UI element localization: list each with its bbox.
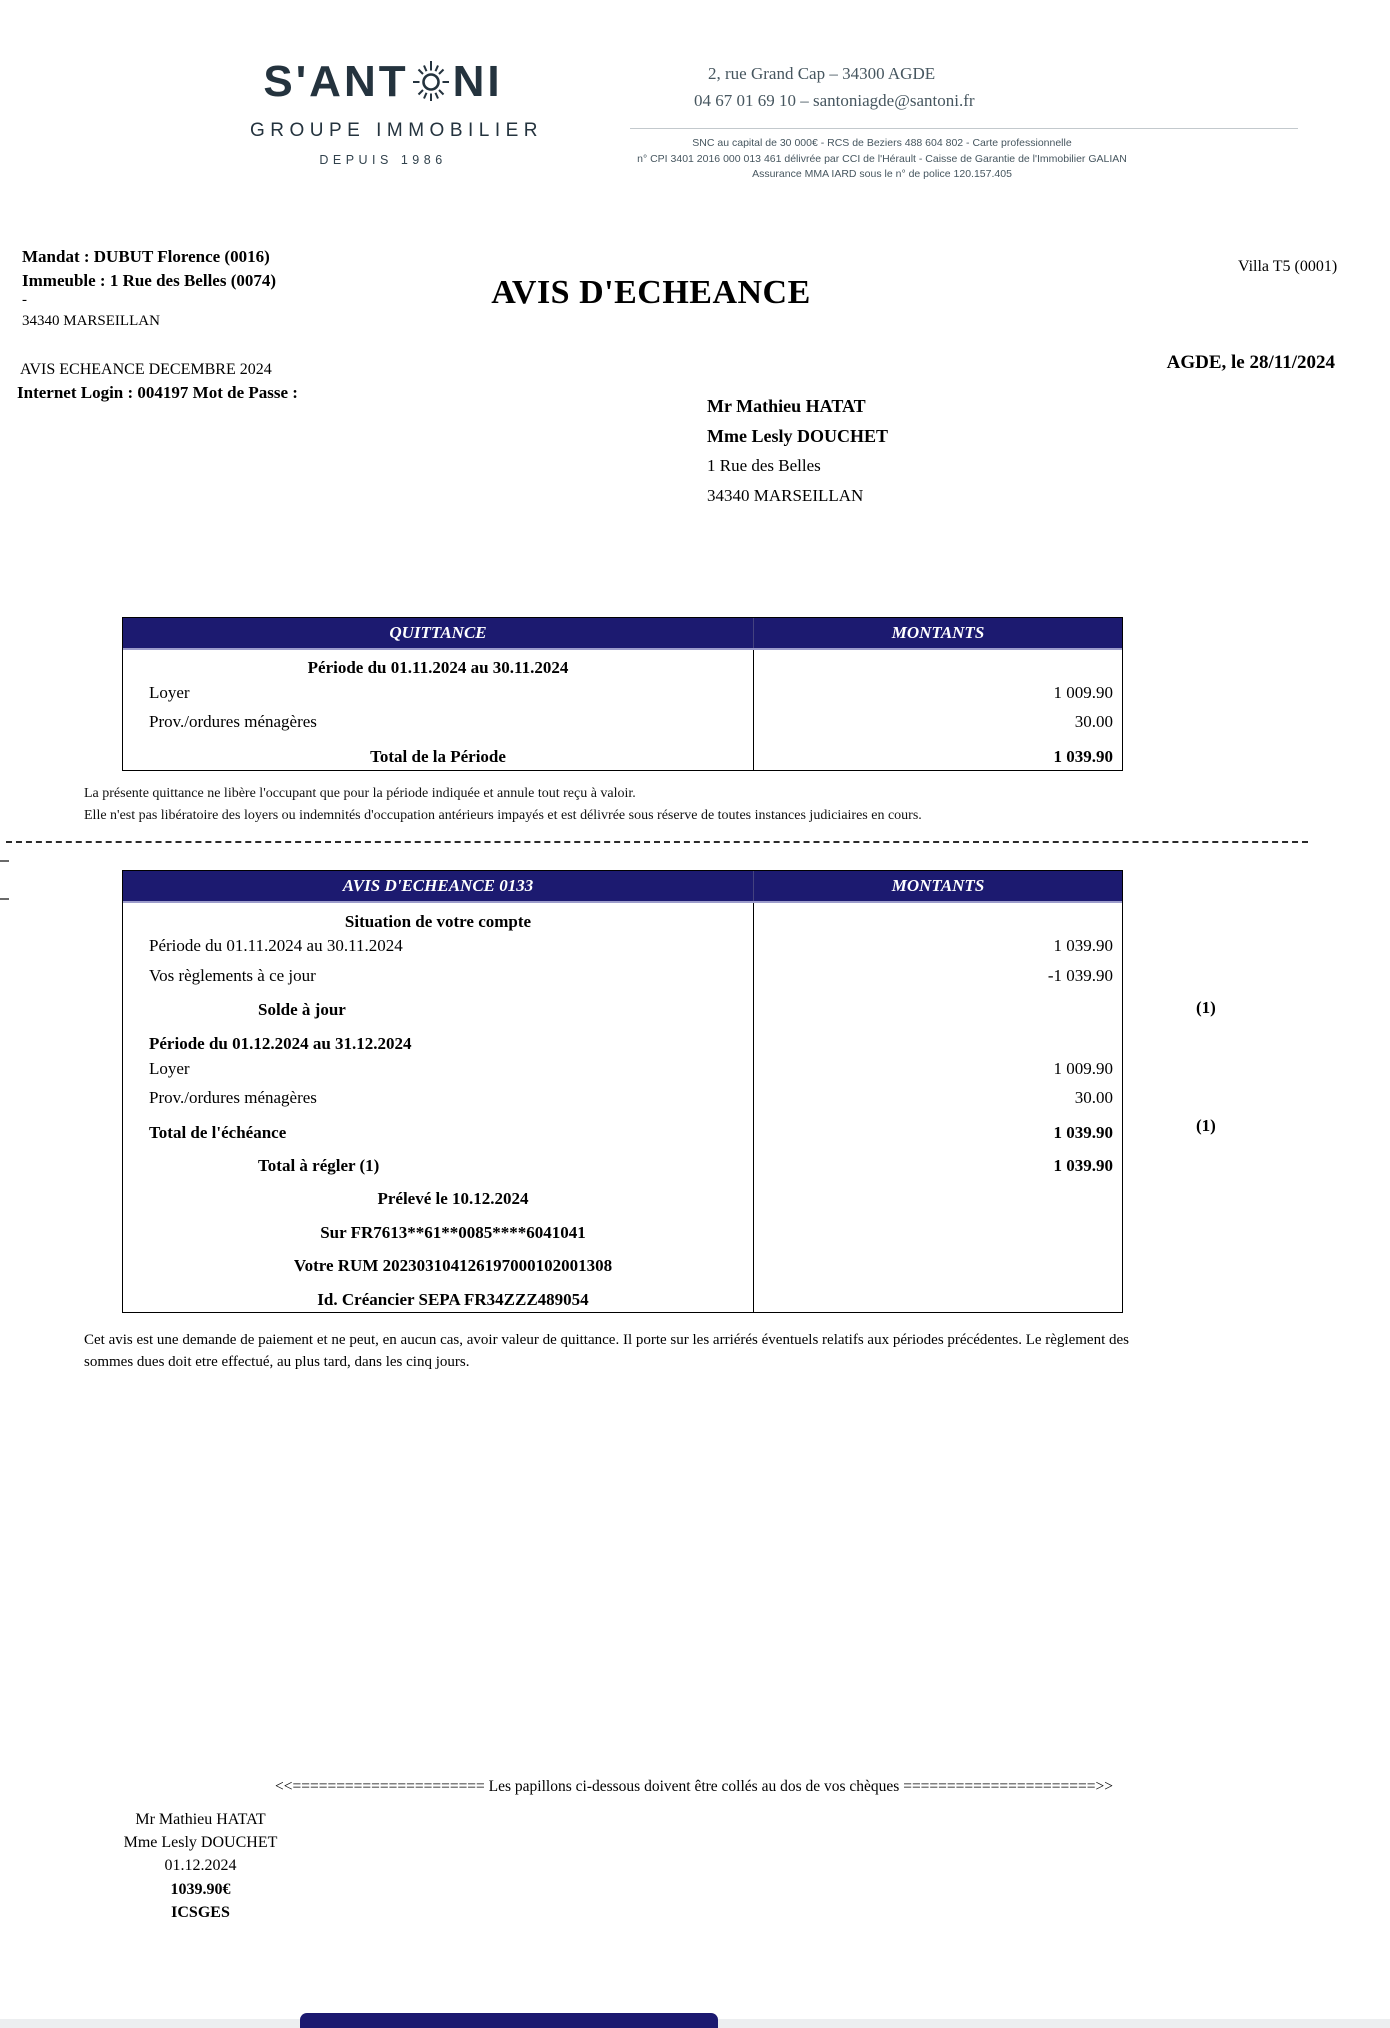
recipient-name-2: Mme Lesly DOUCHET [707, 426, 888, 446]
sepa-creditor-line: Id. Créancier SEPA FR34ZZZ489054 [317, 1290, 589, 1309]
meta-city: 34340 MARSEILLAN [22, 313, 160, 329]
header-divider [630, 128, 1298, 129]
agency-legal-block [558, 136, 1206, 183]
situation-title: Situation de votre compte [344, 912, 532, 931]
agency-since: DEPUIS 1986 [319, 153, 447, 167]
quittance-total-label: Total de la Période [370, 747, 506, 766]
echeance-table-body [123, 903, 1122, 1312]
page-title: AVIS D'ECHEANCE [491, 274, 811, 311]
legal-line-3: Assurance MMA IARD sous le n° de police 120.157.405 [752, 168, 1012, 180]
situation-period-amount: 1 039.90 [1053, 936, 1113, 955]
footnote-mark-1: (1) [1196, 998, 1216, 1017]
echeance-footnote-2: sommes dues doit etre effectué, au plus tard, dans les cinq jours. [84, 1354, 470, 1370]
mandat-line: Mandat : DUBUT Florence (0016) [22, 247, 270, 266]
sun-icon [409, 57, 453, 106]
quittance-table-body [123, 650, 1122, 770]
montants-header-label-2: MONTANTS [891, 876, 985, 895]
reglements-amount: -1 039.90 [1047, 966, 1113, 985]
fold-mark-bottom [0, 898, 9, 900]
villa-reference: Villa T5 (0001) [1238, 258, 1338, 275]
recipient-name-1: Mr Mathieu HATAT [707, 396, 866, 416]
stub-name-1: Mr Mathieu HATAT [135, 1811, 266, 1828]
quittance-header-label: QUITTANCE [123, 618, 754, 648]
agency-tagline: GROUPE IMMOBILIER [250, 120, 544, 141]
rum-line: Votre RUM 202303104126197000102001308 [293, 1256, 613, 1275]
column-divider-2 [753, 903, 754, 1312]
row-loyer-label: Loyer [149, 683, 190, 702]
period2-title: Période du 01.12.2024 au 31.12.2024 [149, 1034, 412, 1053]
stub-date: 01.12.2024 [164, 1857, 237, 1874]
row-loyer-amount: 1 009.90 [1053, 683, 1113, 702]
legal-line-2: n° CPI 3401 2016 000 013 461 délivrée par CCI de l'Hérault - Caisse de Garantie de l'Immobilier GALIAN [637, 152, 1127, 165]
situation-period-label: Période du 01.11.2024 au 30.11.2024 [149, 936, 403, 955]
stub-name-2: Mme Lesly DOUCHET [123, 1834, 278, 1851]
quittance-note-2: Elle n'est pas libératoire des loyers ou indemnités d'occupation antérieurs impayés et est délivrée sous réserve de toutes instances judiciaires en cours. [84, 808, 922, 823]
column-divider [753, 650, 754, 770]
place-and-date: AGDE, le 28/11/2024 [1166, 352, 1335, 373]
iban-line: Sur FR7613**61**0085****6041041 [320, 1223, 586, 1242]
montants-header-label: MONTANTS [891, 623, 985, 642]
recipient-street: 1 Rue des Belles [707, 456, 821, 475]
quittance-total-amount: 1 039.90 [1053, 747, 1113, 766]
quittance-period-title: Période du 01.11.2024 au 30.11.2024 [307, 658, 569, 677]
stub-amount: 1039.90€ [170, 1881, 231, 1898]
row2-provisions-label: Prov./ordures ménagères [149, 1088, 317, 1107]
agency-logo [250, 57, 544, 167]
row-provisions-label: Prov./ordures ménagères [149, 712, 317, 731]
quittance-table-header [123, 618, 1122, 650]
preleve-line: Prélevé le 10.12.2024 [377, 1189, 529, 1208]
internet-login-line: Internet Login : 004197 Mot de Passe : [17, 383, 298, 402]
agency-phone-email: 04 67 01 69 10 – santoniagde@santoni.fr [694, 91, 975, 110]
row2-loyer-label: Loyer [149, 1059, 190, 1078]
footnote-mark-2: (1) [1196, 1116, 1216, 1135]
reglements-label: Vos règlements à ce jour [149, 966, 316, 985]
quittance-table [122, 617, 1123, 771]
echeance-footnote-1: Cet avis est une demande de paiement et ne peut, en aucun cas, avoir valeur de quittance. Il porte sur les arriérés éventuels relatifs aux périodes précédentes. Le règlement des [84, 1332, 1129, 1348]
echeance-table [122, 870, 1123, 1313]
immeuble-line: Immeuble : 1 Rue des Belles (0074) [22, 271, 277, 290]
bottom-toolbar-bar[interactable] [300, 2013, 718, 2028]
cut-line [6, 841, 1308, 843]
echeance-total-amount: 1 039.90 [1053, 1123, 1113, 1142]
meta-dash: - [22, 292, 27, 308]
logo-text-pre: S'ANT [263, 57, 409, 106]
quittance-note-1: La présente quittance ne libère l'occupant que pour la période indiquée et annule tout reçu à valoir. [84, 786, 636, 801]
echeance-header-label: AVIS D'ECHEANCE 0133 [123, 871, 754, 901]
a-regler-amount: 1 039.90 [1053, 1156, 1113, 1175]
papillons-separator: <<====================== Les papillons ci-dessous doivent être collés au dos de vos chèques ======================>> [275, 1778, 1113, 1795]
stub-code: ICSGES [171, 1904, 230, 1921]
agency-address: 2, rue Grand Cap – 34300 AGDE [708, 64, 936, 83]
row-provisions-amount: 30.00 [1074, 712, 1113, 731]
row2-provisions-amount: 30.00 [1074, 1088, 1113, 1107]
logo-text-post: NI [452, 57, 503, 106]
a-regler-label: Total à régler (1) [258, 1156, 380, 1175]
echeance-table-header [123, 871, 1122, 903]
legal-line-1: SNC au capital de 30 000€ - RCS de Beziers 488 604 802 - Carte professionnelle [692, 137, 1072, 149]
fold-mark-top [0, 860, 9, 862]
row2-loyer-amount: 1 009.90 [1053, 1059, 1113, 1078]
echeance-total-label: Total de l'échéance [149, 1123, 287, 1142]
recipient-city: 34340 MARSEILLAN [707, 486, 864, 505]
agency-logo-wordmark [250, 58, 516, 106]
solde-label: Solde à jour [258, 1000, 346, 1019]
avis-reference: AVIS ECHEANCE DECEMBRE 2024 [20, 361, 272, 378]
